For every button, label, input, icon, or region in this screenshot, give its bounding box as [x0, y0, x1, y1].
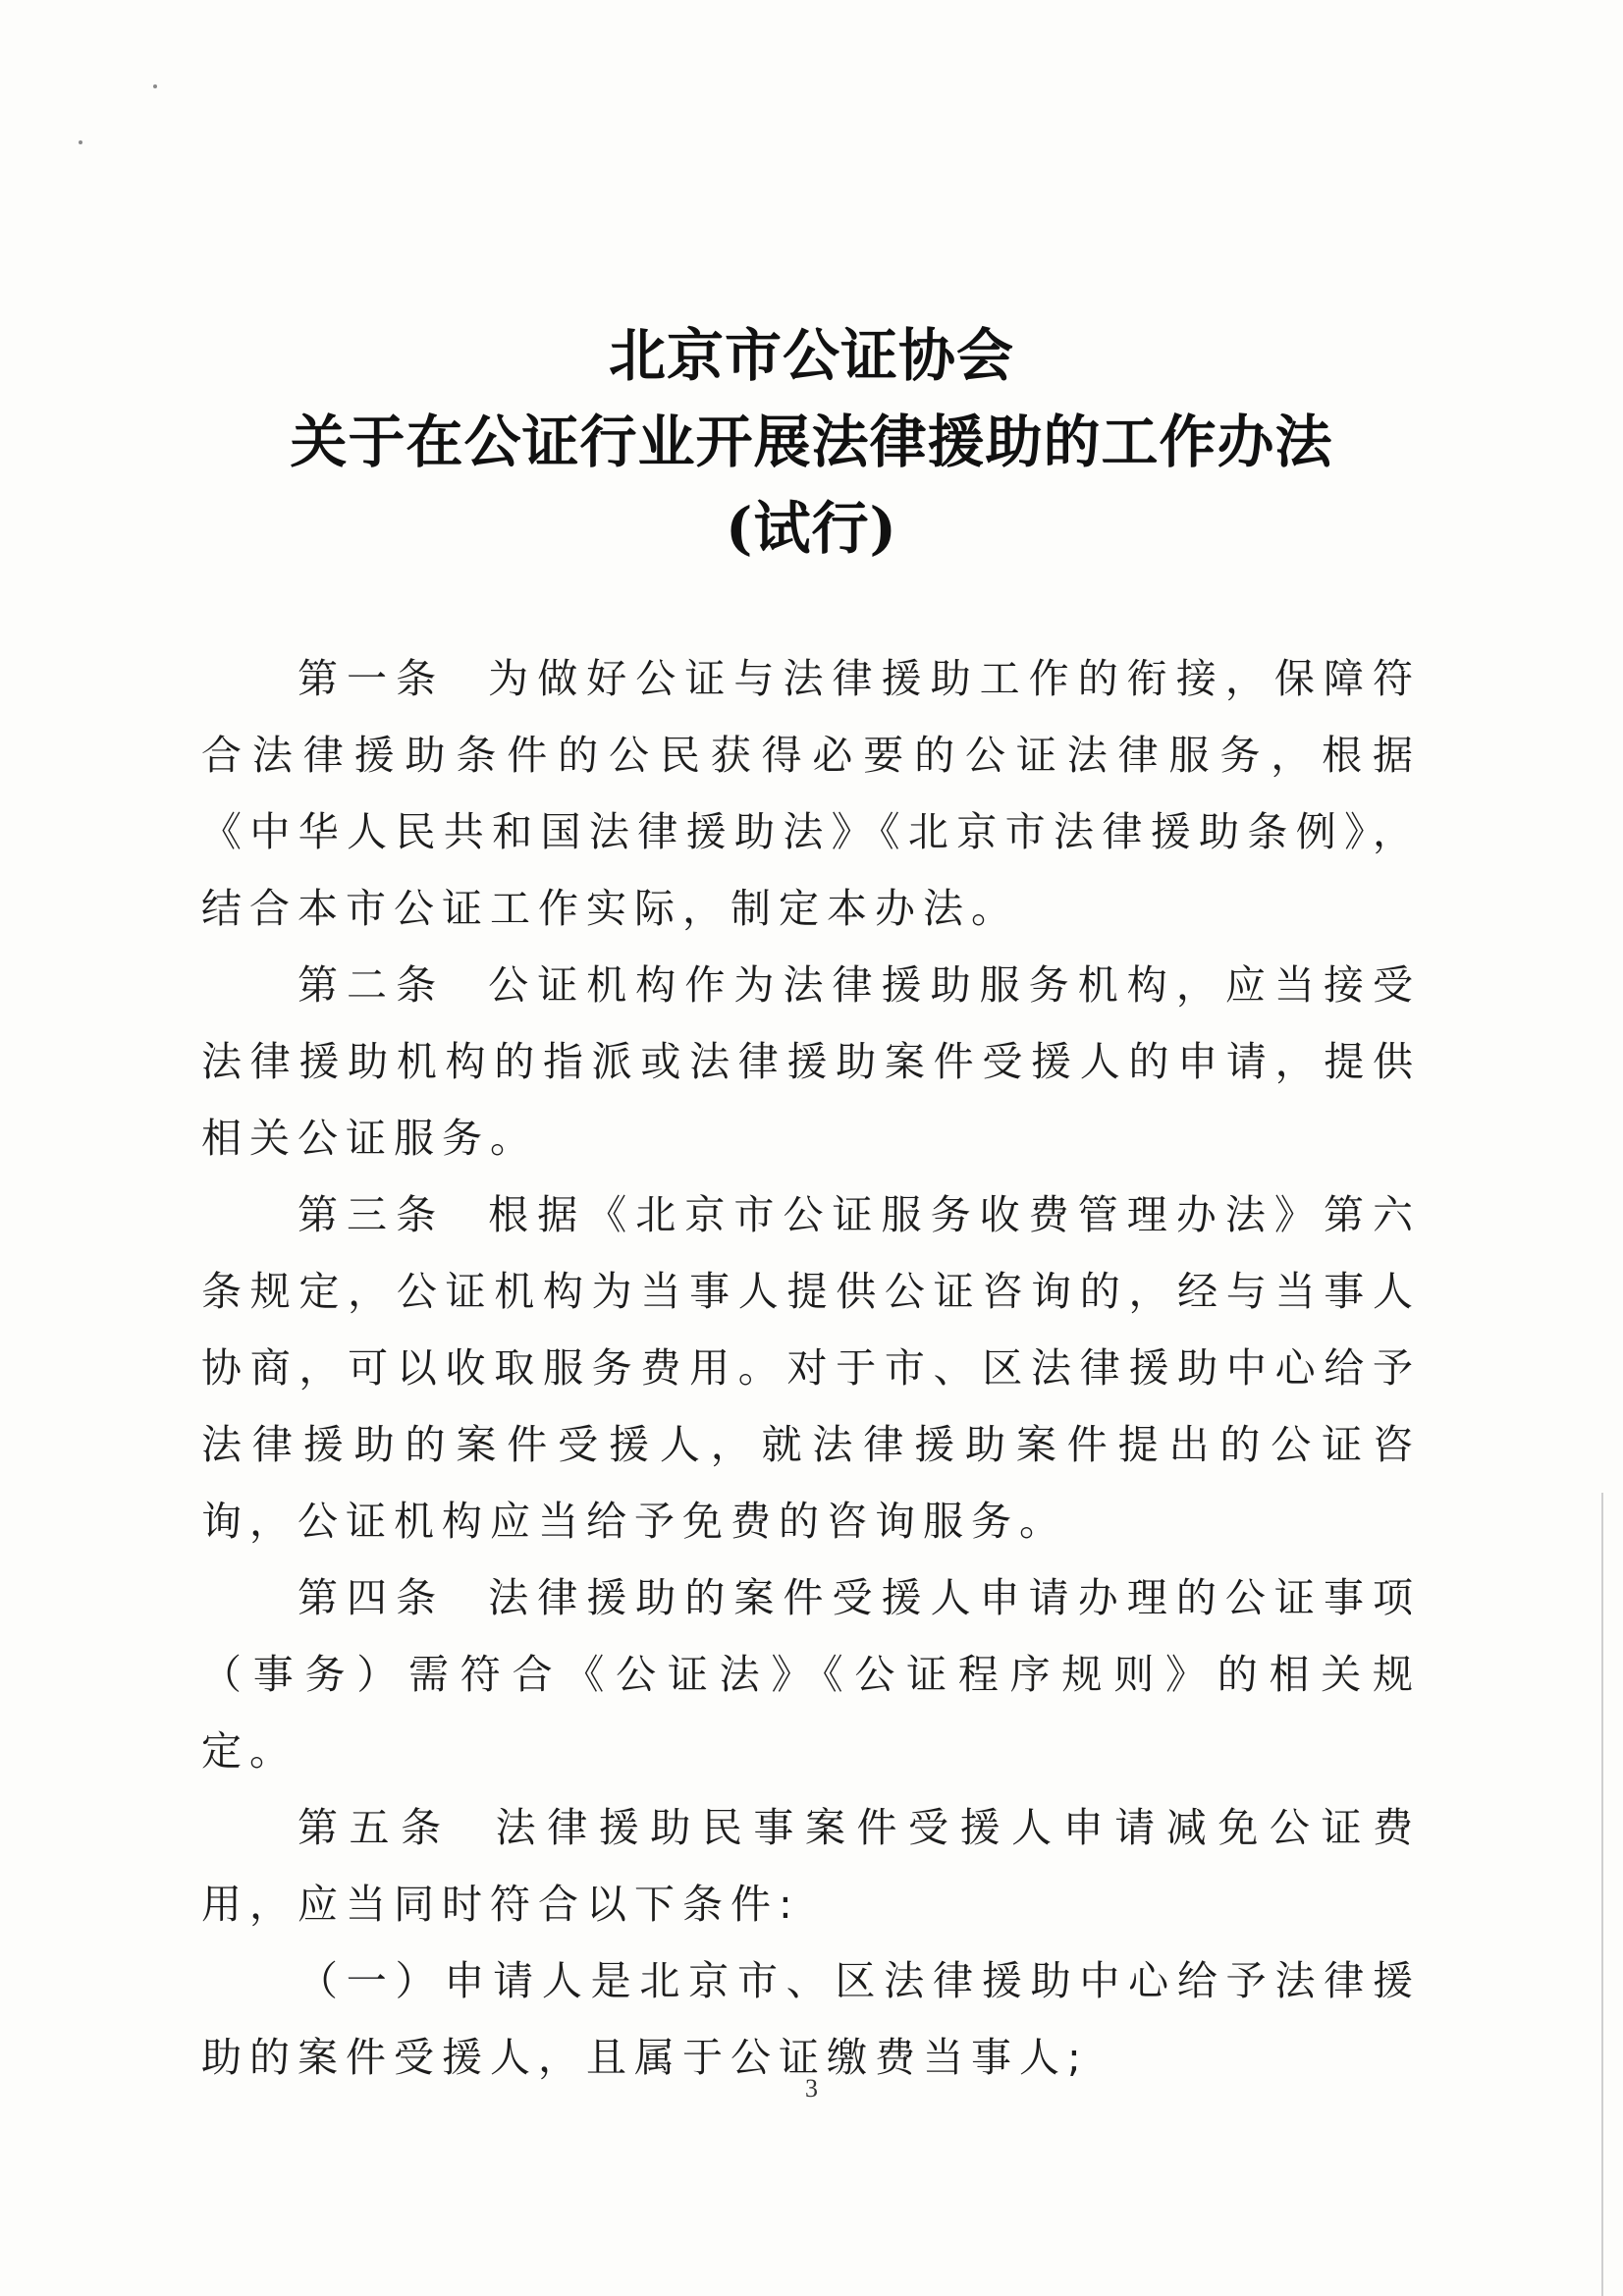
scan-edge-line — [1601, 1493, 1603, 2296]
article-label: 第三条 — [298, 1191, 446, 1238]
article-label: 第一条 — [298, 655, 446, 702]
page-number: 3 — [805, 2074, 818, 2103]
scan-speck — [153, 84, 157, 88]
article-3 — [201, 1176, 1421, 1559]
document-title — [147, 312, 1476, 572]
article-text: 法律援助的案件受援人申请办理的公证事项（事务）需符合《公证法》《公证程序规则》的相关规定。 — [201, 1574, 1422, 1775]
article-text: 根据《北京市公证服务收费管理办法》第六条规定，公证机构为当事人提供公证咨询的，经与当事人协商，可以收取服务费用。对于市、区法律援助中心给予法律援助的案件受援人，就法律援助案件提出的公证咨询，公证机构应当给予免费的咨询服务。 — [201, 1191, 1422, 1545]
article-text: 法律援助民事案件受援人申请减免公证费用，应当同时符合以下条件: — [201, 1804, 1422, 1928]
title-line-2: 关于在公证行业开展法律援助的工作办法 — [290, 409, 1333, 475]
article-text: 为做好公证与法律援助工作的衔接，保障符合法律援助条件的公民获得必要的公证法律服务，根据《中华人民共和国法律援助法》《北京市法律援助条例》，结合本市公证工作实际，制定本办法。 — [201, 655, 1422, 932]
article-5 — [201, 1789, 1421, 1942]
scan-speck — [79, 140, 82, 144]
article-1 — [201, 640, 1421, 947]
clause-1: （一）申请人是北京市、区法律援助中心给予法律援助的案件受援人，且属于公证缴费当事人; — [201, 1957, 1421, 2081]
article-2 — [201, 947, 1421, 1176]
title-line-1: 北京市公证协会 — [608, 322, 1014, 389]
article-label: 第五条 — [298, 1804, 453, 1851]
article-text: 公证机构作为法律援助服务机构，应当接受法律援助机构的指派或法律援助案件受援人的申请，提供相关公证服务。 — [201, 961, 1422, 1162]
article-label: 第四条 — [298, 1574, 446, 1621]
article-label: 第二条 — [298, 961, 446, 1009]
title-line-3: (试行) — [726, 495, 897, 562]
document-body — [201, 640, 1421, 2096]
article-4 — [201, 1559, 1421, 1789]
